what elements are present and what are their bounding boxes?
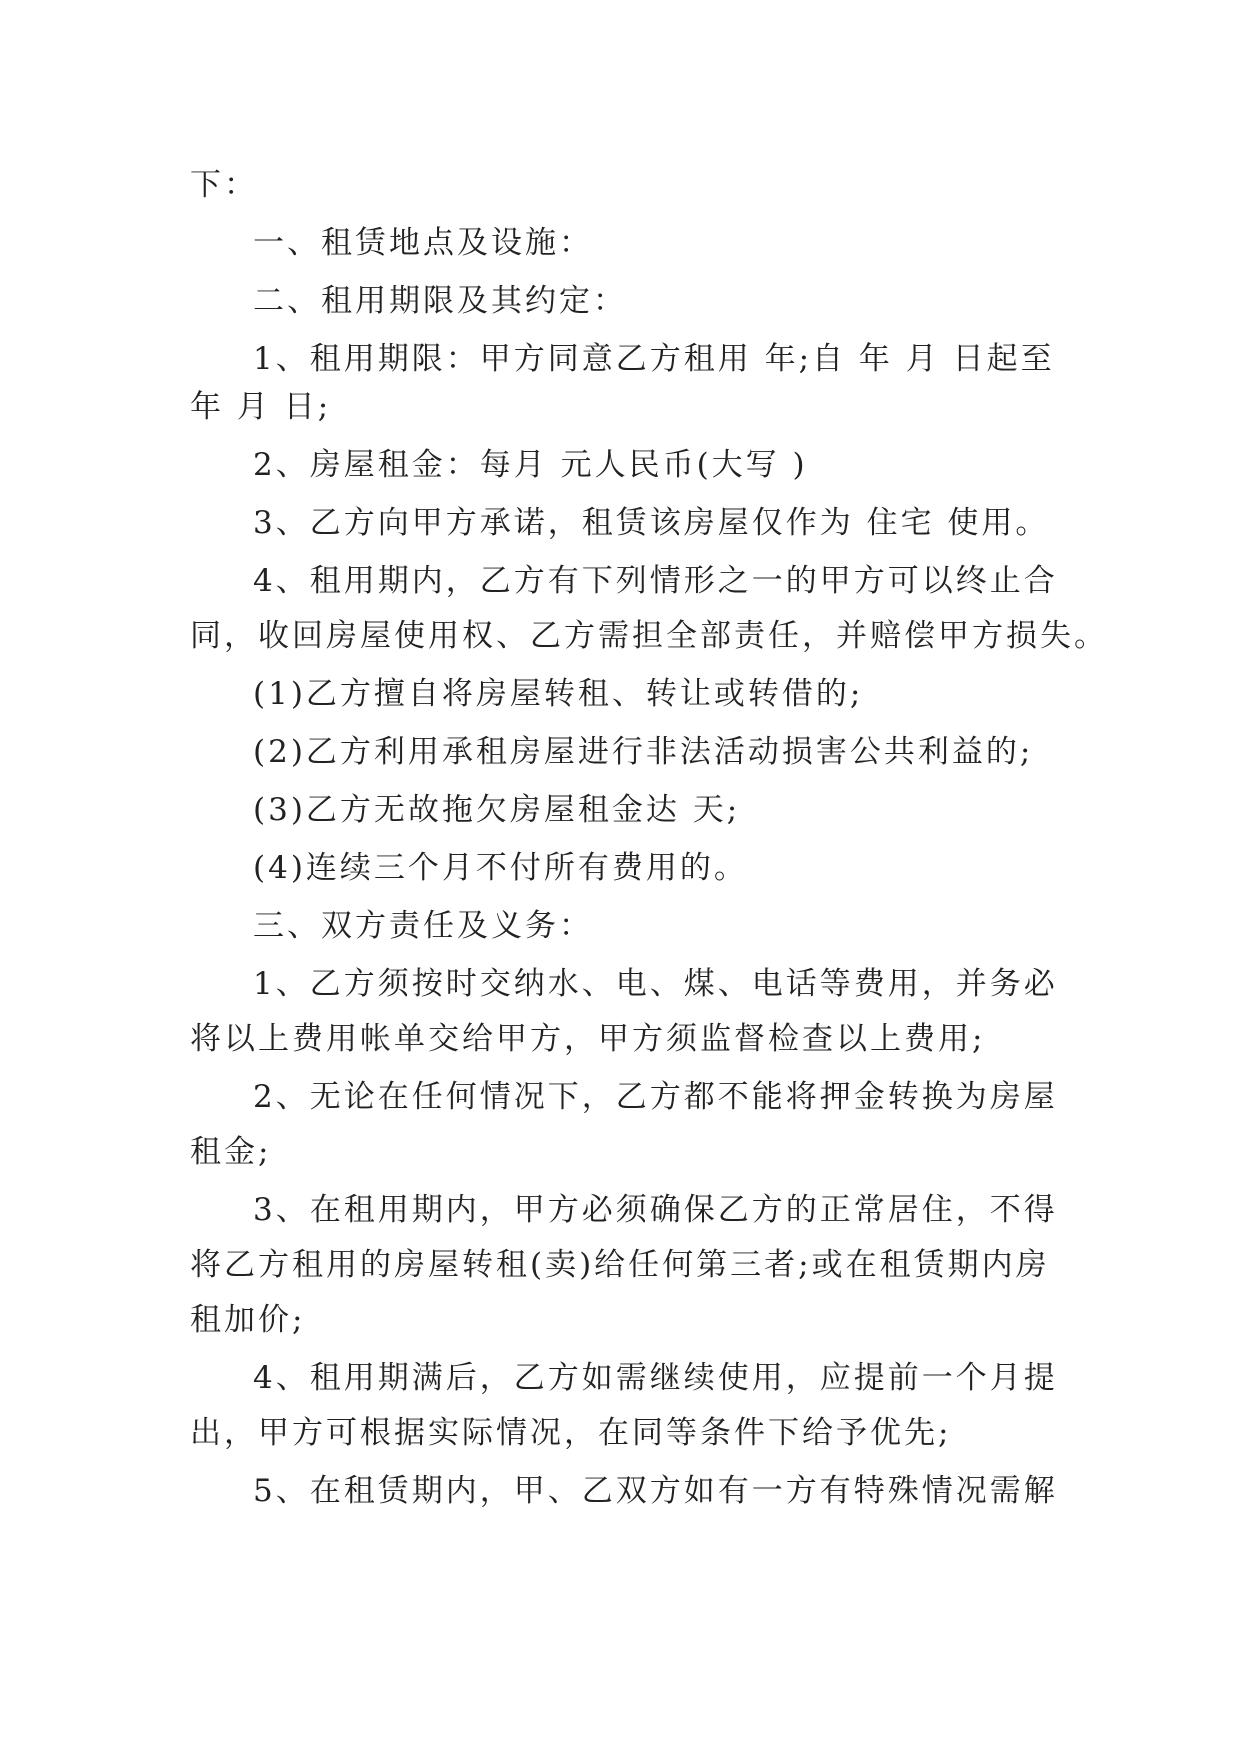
section-heading: 二、租用期限及其约定： [253,283,627,319]
list-item: (2)乙方利用承租房屋进行非法活动损害公共利益的; [253,734,1034,770]
text-line: 下： [190,167,258,203]
list-item: (3)乙方无故拖欠房屋租金达 天; [253,792,741,828]
list-item: (4)连续三个月不付所有费用的。 [253,850,748,886]
text-line: 2、房屋租金：每月 元人民币(大写 ) [253,447,808,483]
text-line: 将以上费用帐单交给甲方，甲方须监督检查以上费用; [190,1021,986,1057]
text-line: 4、租用期满后，乙方如需继续使用，应提前一个月提 [253,1360,1058,1396]
list-item: (1)乙方擅自将房屋转租、转让或转借的; [253,676,864,712]
text-line: 5、在租赁期内，甲、乙双方如有一方有特殊情况需解 [253,1473,1058,1509]
text-line: 3、在租用期内，甲方必须确保乙方的正常居住，不得 [253,1192,1058,1228]
section-heading: 三、双方责任及义务： [253,908,593,944]
text-line: 年 月 日; [190,389,332,425]
text-line: 1、租用期限：甲方同意乙方租用 年;自 年 月 日起至 [253,341,1055,377]
text-line: 3、乙方向甲方承诺，租赁该房屋仅作为 住宅 使用。 [253,505,1050,541]
text-line: 同，收回房屋使用权、乙方需担全部责任，并赔偿甲方损失。 [190,618,1108,654]
text-line: 出，甲方可根据实际情况，在同等条件下给予优先; [190,1415,952,1451]
text-line: 1、乙方须按时交纳水、电、煤、电话等费用，并务必 [253,966,1058,1002]
section-heading: 一、租赁地点及设施： [253,225,593,261]
text-line: 租金; [190,1134,272,1170]
text-line: 2、无论在任何情况下，乙方都不能将押金转换为房屋 [253,1079,1058,1115]
text-line: 将乙方租用的房屋转租(卖)给任何第三者;或在租赁期内房 [190,1247,1050,1283]
text-line: 租加价; [190,1302,306,1338]
text-line: 4、租用期内，乙方有下列情形之一的甲方可以终止合 [253,563,1058,599]
